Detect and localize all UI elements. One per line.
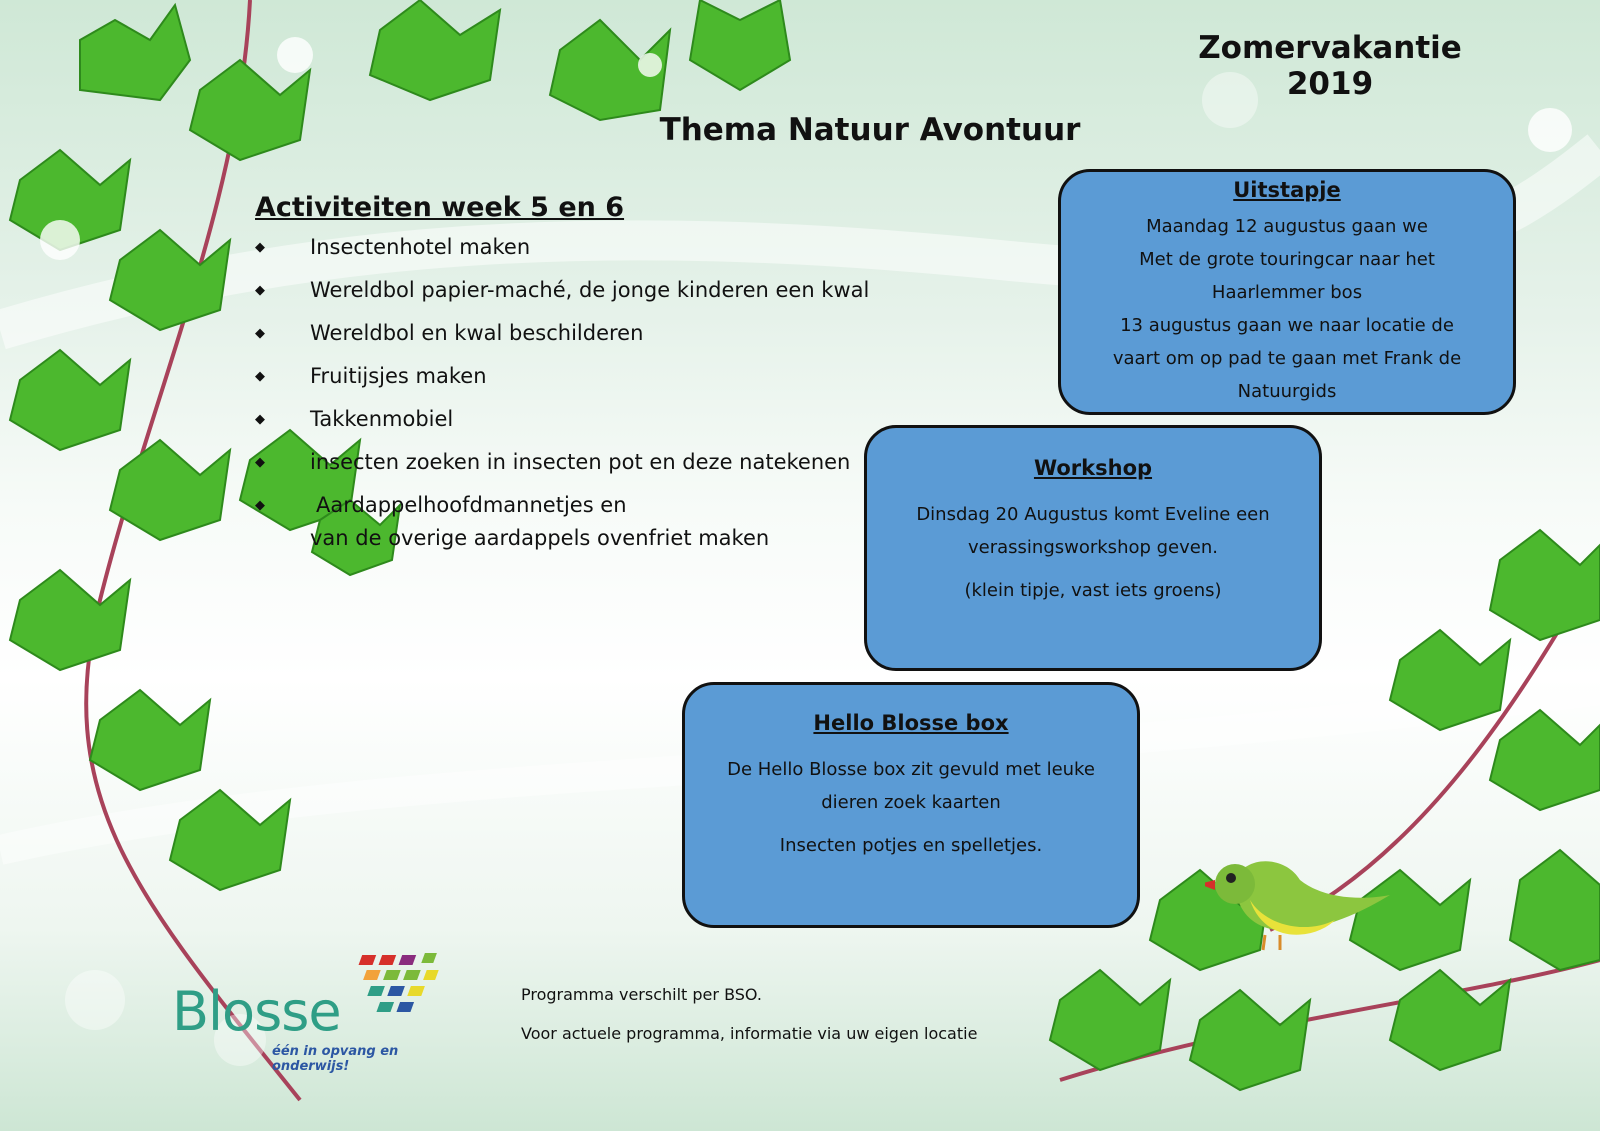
list-item <box>255 317 895 350</box>
workshop-line: verassingsworkshop geven. <box>968 537 1218 558</box>
activity-text: Wereldbol papier-maché, de jonge kinderen een kwal <box>310 278 870 302</box>
activity-text: Fruitijsjes maken <box>310 364 487 388</box>
workshop-box <box>864 425 1322 671</box>
activities-section <box>255 192 895 565</box>
list-item <box>255 231 895 264</box>
hello-blosse-title: Hello Blosse box <box>813 711 1009 735</box>
footer-note-1: Programma verschilt per BSO. <box>521 985 762 1004</box>
diamond-bullet-icon: ◆ <box>255 455 265 470</box>
footer-notes <box>521 985 977 1063</box>
leaf-icon <box>1490 710 1600 810</box>
diamond-bullet-icon: ◆ <box>255 326 265 341</box>
activity-text: Wereldbol en kwal beschilderen <box>310 321 644 345</box>
hello-blosse-box <box>682 682 1140 928</box>
list-item <box>255 489 895 555</box>
diamond-bullet-icon: ◆ <box>255 283 265 298</box>
logo-tagline: één in opvang en onderwijs! <box>272 1044 399 1074</box>
logo-squares-icon <box>344 950 454 1030</box>
activities-list <box>255 231 895 555</box>
leaf-icon <box>90 690 210 790</box>
hello-blosse-line: De Hello Blosse box zit gevuld met leuke <box>727 759 1095 780</box>
bird-icon <box>1205 850 1395 960</box>
footer-note-2: Voor actuele programma, informatie via uw eigen locatie <box>521 1024 978 1043</box>
uitstapje-line: Natuurgids <box>1237 381 1337 402</box>
list-item <box>255 274 895 307</box>
uitstapje-line: Maandag 12 augustus gaan we <box>1146 216 1428 237</box>
title-theme: Thema Natuur Avontuur <box>659 112 1081 148</box>
activity-text: Takkenmobiel <box>310 407 454 431</box>
uitstapje-line: Haarlemmer bos <box>1211 282 1363 303</box>
uitstapje-line: 13 augustus gaan we naar locatie de <box>1120 315 1454 336</box>
leaf-icon <box>10 570 130 670</box>
diamond-bullet-icon: ◆ <box>255 240 265 255</box>
leaf-icon <box>10 350 130 450</box>
uitstapje-line: Met de grote touringcar naar het <box>1139 249 1435 270</box>
leaf-icon <box>1490 530 1600 640</box>
diamond-bullet-icon: ◆ <box>255 412 265 427</box>
title-year: Zomervakantie 2019 <box>1198 30 1462 102</box>
hello-blosse-line: Insecten potjes en spelletjes. <box>779 835 1043 856</box>
leaf-icon <box>1510 850 1600 970</box>
hello-blosse-line: dieren zoek kaarten <box>821 792 1001 813</box>
leaf-icon <box>110 440 230 540</box>
activities-heading: Activiteiten week 5 en 6 <box>255 192 625 223</box>
leaf-icon <box>370 0 500 100</box>
workshop-title: Workshop <box>1033 456 1153 480</box>
activity-text: Aardappelhoofdmannetjes en <box>316 493 627 517</box>
diamond-bullet-icon: ◆ <box>255 498 265 513</box>
workshop-line: Dinsdag 20 Augustus komt Eveline een <box>916 504 1270 525</box>
activity-text-continued: van de overige aardappels ovenfriet maken <box>310 526 770 550</box>
leaf-icon <box>690 0 790 90</box>
blosse-logo <box>172 950 472 1074</box>
diamond-bullet-icon: ◆ <box>255 369 265 384</box>
logo-word: Blosse <box>172 980 341 1043</box>
list-item <box>255 446 895 479</box>
activity-text: Insectenhotel maken <box>310 235 531 259</box>
workshop-tip: (klein tipje, vast iets groens) <box>964 580 1222 601</box>
uitstapje-title: Uitstapje <box>1233 178 1341 202</box>
list-item <box>255 403 895 436</box>
activity-text: insecten zoeken in insecten pot en deze natekenen <box>310 450 851 474</box>
uitstapje-line: vaart om op pad te gaan met Frank de <box>1112 348 1462 369</box>
leaf-icon <box>190 60 310 160</box>
leaf-icon <box>1190 990 1310 1090</box>
uitstapje-box <box>1058 169 1516 415</box>
list-item <box>255 360 895 393</box>
leaf-icon <box>80 5 190 100</box>
